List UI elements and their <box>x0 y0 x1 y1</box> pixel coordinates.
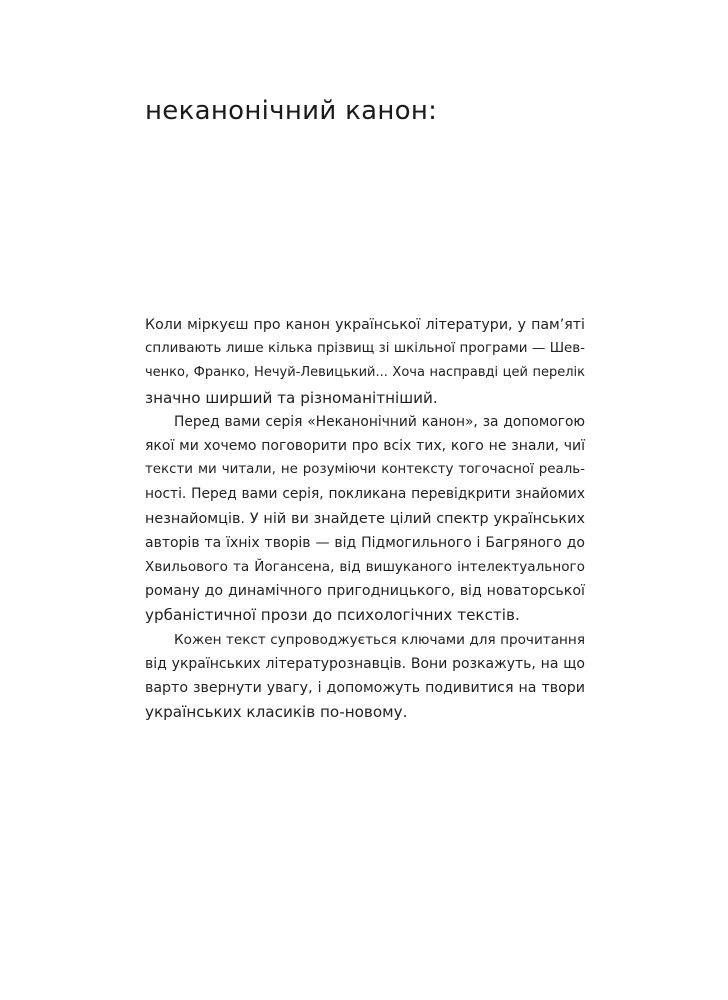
text-line: спливають лише кілька прізвищ зі шкільної програми — Шев- <box>145 341 585 357</box>
text-line: українських класиків по-новому. <box>145 703 408 722</box>
paragraph-2 <box>145 410 585 628</box>
paragraph-1 <box>145 313 585 410</box>
text-line: ності. Перед вами серія, покликана перевідкрити знайомих <box>145 486 585 503</box>
text-line: Коли міркуєш про канон української літератури, у пам’яті <box>145 317 585 333</box>
text-line: від українських літературознавців. Вони розкажуть, на що <box>145 655 585 672</box>
text-line: тексти ми читали, не розуміючи контексту тогочасної реаль- <box>145 462 585 478</box>
text-line: авторів та їхніх творів — від Підмогильного і Багряного до <box>145 534 585 551</box>
body-text <box>145 313 585 724</box>
paragraph-3 <box>145 628 585 725</box>
text-line: якої ми хочемо поговорити про всіх тих, кого не знали, чиї <box>145 438 585 455</box>
text-line: Перед вами серія «Неканонічний канон», за допомогою <box>174 413 585 430</box>
text-line: значно ширший та різноманітніший. <box>145 388 438 407</box>
text-line: ченко, Франко, Нечуй-Левицький... Хоча насправді цей перелік <box>145 365 585 381</box>
text-line: варто звернути увагу, і допоможуть подивитися на твори <box>145 680 585 697</box>
text-line: Хвильового та Йогансена, від вишуканого інтелектуального <box>145 559 585 576</box>
page-heading: неканонічний канон: <box>145 96 438 126</box>
text-line: роману до динамічного пригодницького, від новаторської <box>145 583 585 600</box>
text-line: Кожен текст супроводжується ключами для прочитання <box>174 631 585 648</box>
text-line: урбаністичної прози до психологічних текстів. <box>145 606 520 625</box>
text-line: незнайомців. У ній ви знайдете цілий спектр українських <box>145 510 585 527</box>
